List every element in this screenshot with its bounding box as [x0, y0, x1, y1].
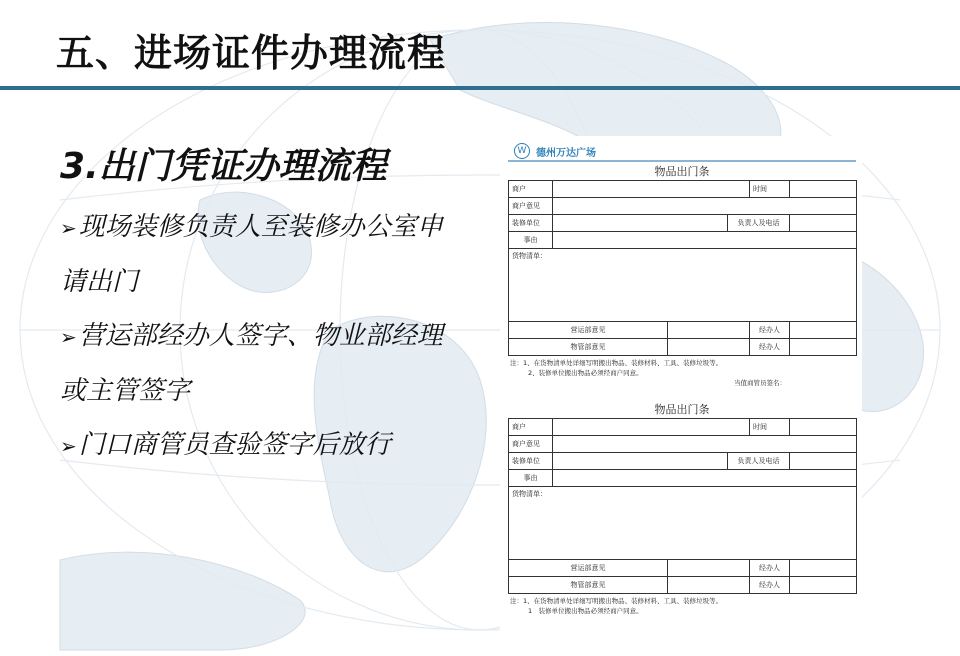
bullet-text-continued: 或主管签字 — [60, 376, 191, 406]
label-contractor: 装修单位 — [509, 215, 553, 232]
bullet-text: 现场装修负责人至装修办公室申 — [78, 212, 443, 242]
field-merchant — [553, 181, 750, 198]
form-note: 1 装修单位搬出物品必须经商户同意。 — [528, 607, 643, 615]
label-person-phone: 负责人及电话 — [728, 215, 790, 232]
label-ops-opinion: 营运部意见 — [509, 560, 668, 577]
label-time: 时间 — [750, 419, 790, 436]
form-table — [508, 418, 857, 594]
header-divider — [508, 160, 856, 162]
label-property-opinion: 物管部意见 — [509, 577, 668, 594]
exit-slip-document — [500, 136, 862, 646]
label-handler: 经办人 — [750, 560, 790, 577]
goods-list-area: 货物清单： — [509, 487, 857, 560]
label-reason: 事由 — [509, 470, 553, 487]
signature-line: 当值商管员签名： — [734, 379, 786, 387]
field-property-opinion — [668, 577, 750, 594]
label-reason: 事由 — [509, 232, 553, 249]
document-header — [514, 142, 596, 160]
label-person-phone: 负责人及电话 — [728, 453, 790, 470]
label-handler: 经办人 — [750, 322, 790, 339]
field-contractor — [553, 215, 728, 232]
field-merchant — [553, 419, 750, 436]
form-note: 注：1、在货物清单处详细写明搬出物品、装修材料、工具、装修垃圾等。 — [510, 359, 723, 367]
field-handler — [790, 560, 857, 577]
label-property-opinion: 物管部意见 — [509, 339, 668, 356]
bullet-item — [60, 200, 480, 255]
field-reason — [553, 470, 857, 487]
field-ops-opinion — [668, 322, 750, 339]
form-note: 注：1、在货物清单处详细写明搬出物品、装修材料、工具、装修垃圾等。 — [510, 597, 723, 605]
bullet-text: 门口商管员查验签字后放行 — [78, 430, 391, 460]
field-person-phone — [790, 215, 857, 232]
brand-name: 德州万达广场 — [536, 147, 596, 159]
exit-slip-form — [508, 402, 856, 616]
field-ops-opinion — [668, 560, 750, 577]
field-contractor — [553, 453, 728, 470]
field-handler — [790, 322, 857, 339]
form-note: 2、装修单位搬出物品必须经商户同意。 — [528, 369, 643, 377]
label-handler: 经办人 — [750, 339, 790, 356]
label-merchant-opinion: 商户意见 — [509, 436, 553, 453]
field-time — [790, 181, 857, 198]
wanda-logo-icon: W — [514, 143, 530, 159]
label-handler: 经办人 — [750, 577, 790, 594]
bullet-text: 营运部经办人签字、物业部经理 — [78, 321, 443, 351]
exit-slip-form — [508, 164, 856, 388]
arrow-bullet-icon: ➢ — [60, 434, 77, 458]
label-merchant-opinion: 商户意见 — [509, 198, 553, 215]
page-title: 五、进场证件办理流程 — [56, 31, 447, 75]
field-handler — [790, 577, 857, 594]
section-subtitle: 3.出门凭证办理流程 — [60, 146, 387, 187]
label-time: 时间 — [750, 181, 790, 198]
arrow-bullet-icon: ➢ — [60, 216, 77, 240]
label-merchant: 商户 — [509, 419, 553, 436]
form-title: 物品出门条 — [654, 165, 710, 178]
field-person-phone — [790, 453, 857, 470]
field-handler — [790, 339, 857, 356]
field-reason — [553, 232, 857, 249]
title-divider — [0, 86, 960, 90]
bullet-list — [60, 200, 480, 473]
field-property-opinion — [668, 339, 750, 356]
label-contractor: 装修单位 — [509, 453, 553, 470]
bullet-item — [60, 418, 480, 473]
arrow-bullet-icon: ➢ — [60, 325, 77, 349]
bullet-text-continued: 请出门 — [60, 267, 139, 297]
field-time — [790, 419, 857, 436]
form-table — [508, 180, 857, 356]
field-merchant-opinion — [553, 436, 857, 453]
goods-list-area: 货物清单： — [509, 249, 857, 322]
label-merchant: 商户 — [509, 181, 553, 198]
label-ops-opinion: 营运部意见 — [509, 322, 668, 339]
bullet-item — [60, 309, 480, 364]
form-title: 物品出门条 — [654, 403, 710, 416]
field-merchant-opinion — [553, 198, 857, 215]
